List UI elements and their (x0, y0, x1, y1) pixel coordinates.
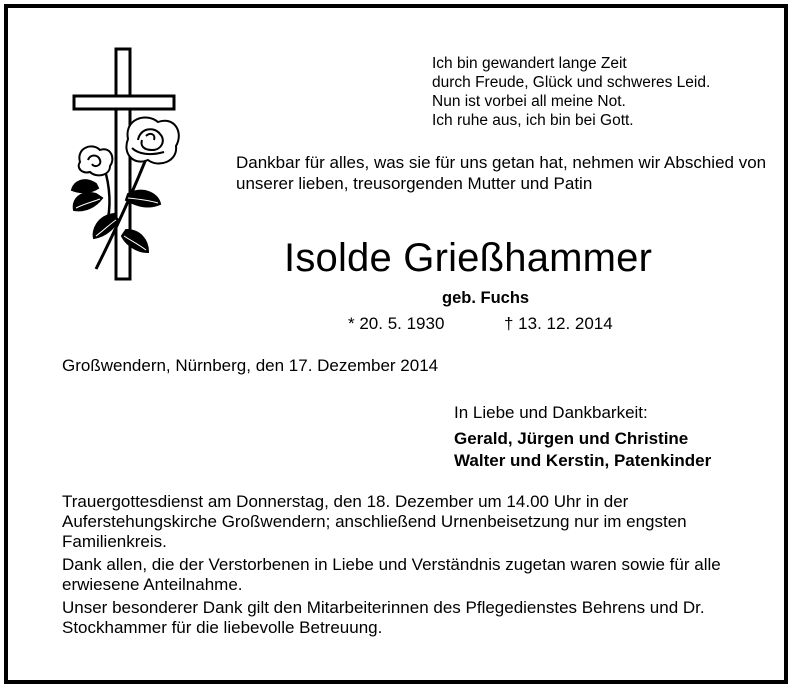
poem-line: Ich ruhe aus, ich bin bei Gott. (432, 112, 634, 129)
mourner-line: Gerald, Jürgen und Christine (454, 429, 689, 448)
cross-with-rose-icon (66, 44, 186, 284)
intro-text: Dankbar für alles, was sie für uns getan hat, nehmen wir Abschied von unserer lieben, treusorgenden Mutter und Patin (236, 153, 767, 193)
mourners-lead: In Liebe und Dankbarkeit: (454, 403, 648, 422)
mourner-line: Walter und Kerstin, Patenkinder (454, 451, 712, 470)
poem (432, 54, 710, 130)
service-paragraph: Trauergottesdienst am Donnerstag, den 18. Dezember um 14.00 Uhr in der Auferstehungskirche Großwendern; anschließend Urnenbeisetzung nur im engsten Familienkreis. (62, 492, 687, 551)
maiden-name: geb. Fuchs (442, 289, 530, 307)
poem-line: durch Freude, Glück und schweres Leid. (432, 74, 711, 91)
mourners-names (454, 428, 711, 472)
thanks-paragraph: Dank allen, die der Verstorbenen in Liebe und Verständnis zugetan waren sowie für alle erwiesene Anteilnahme. (62, 555, 721, 594)
deceased-name: Isolde Grießhammer (284, 236, 653, 280)
obituary-notice (4, 4, 788, 684)
poem-line: Ich bin gewandert lange Zeit (432, 55, 627, 72)
death-date: † 13. 12. 2014 (504, 314, 613, 333)
place-and-date: Großwendern, Nürnberg, den 17. Dezember 2014 (62, 356, 439, 375)
special-thanks-paragraph: Unser besonderer Dank gilt den Mitarbeiterinnen des Pflegedienstes Behrens und Dr. Stockhammer für die liebevolle Betreuung. (62, 598, 705, 637)
service-info (62, 492, 782, 641)
mourners-block (454, 402, 711, 472)
poem-line: Nun ist vorbei all meine Not. (432, 93, 626, 110)
birth-date: * 20. 5. 1930 (348, 314, 445, 333)
